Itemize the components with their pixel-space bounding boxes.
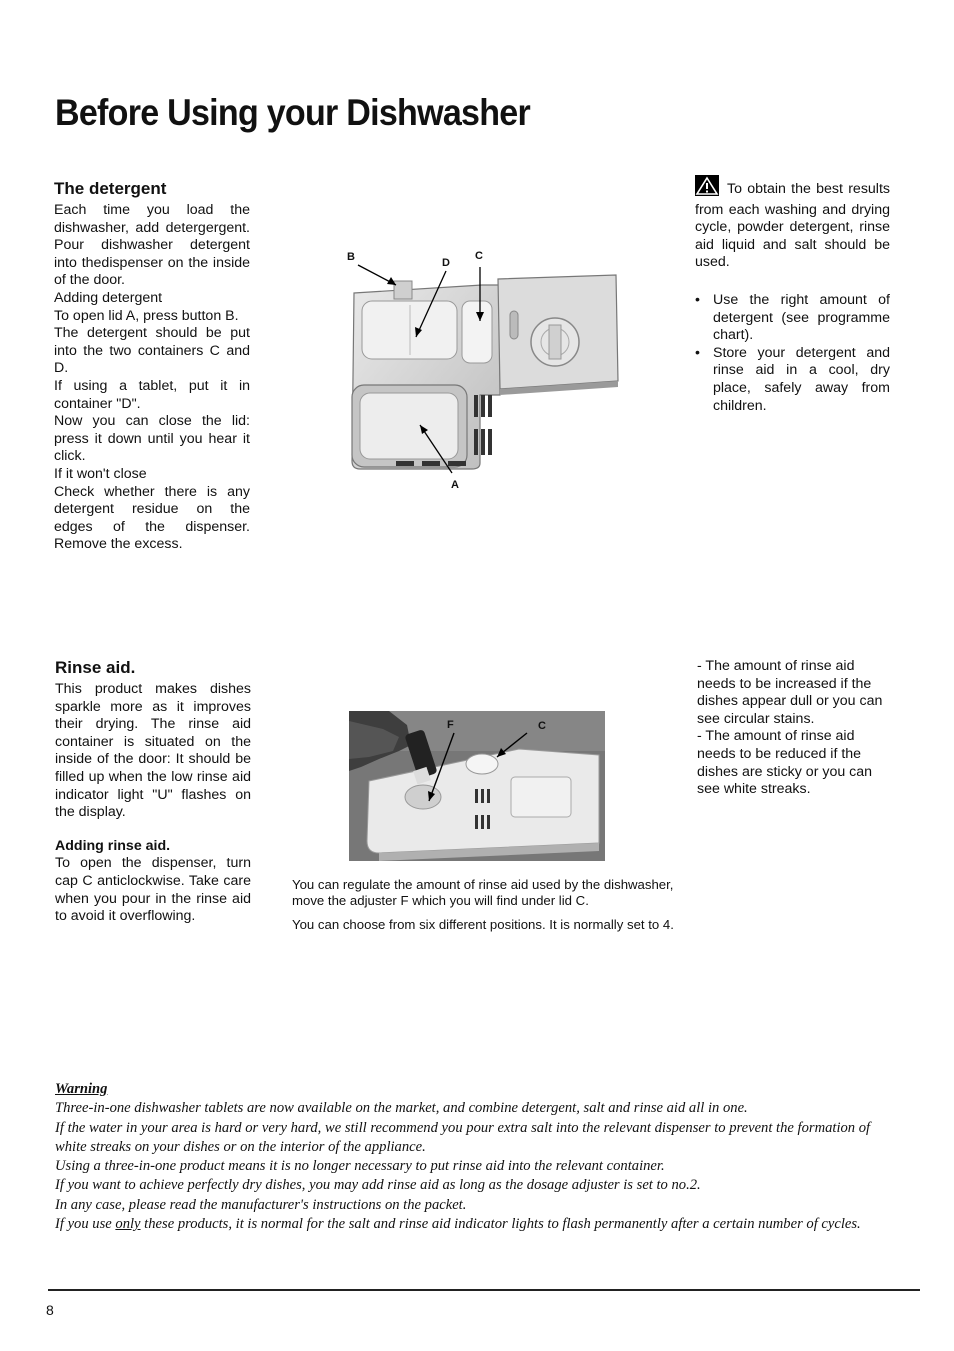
rinse-caption-2: You can choose from six different positions. It is normally set to 4.: [292, 916, 674, 932]
adding-rinse-text: To open the dispenser, turn cap C anticlockwise. Take care when you pour in the rinse aid to avoid it overflowing.: [55, 855, 251, 925]
notice-section: [695, 175, 890, 415]
warning-section: [55, 1080, 897, 1234]
adding-rinse-heading: Adding rinse aid.: [55, 837, 171, 854]
figure-label-d: D: [442, 257, 450, 269]
detergent-section: [54, 179, 250, 554]
notice-text: To obtain the best results from each washing and drying cycle, powder detergent, rinse aid liquid and salt should be used.: [695, 181, 890, 271]
detergent-line: Now you can close the lid: press it down until you hear it click.: [54, 413, 250, 465]
detergent-dispenser-figure: [340, 245, 625, 495]
detergent-line: Each time you load the dishwasher, add detergergent. Pour dishwasher detergent into thedispenser on the inside of the door.: [54, 202, 250, 289]
figure-label-b: B: [347, 251, 355, 263]
warning-last-post: these products, it is normal for the salt and rinse aid indicator lights to flash permanently after a certain number of cycles.: [140, 1216, 861, 1233]
detergent-line: If it won't close: [54, 465, 147, 482]
detergent-heading: The detergent: [54, 179, 167, 198]
notice-bullet: • Use the right amount of detergent (see programme chart).: [695, 292, 890, 345]
rinse-note: - The amount of rinse aid needs to be increased if the dishes appear dull or you can see circular stains.: [697, 658, 883, 727]
detergent-line: Adding detergent: [54, 289, 163, 306]
detergent-line: The detergent should be put into the two containers C and D.: [54, 325, 250, 377]
warning-triangle-icon: [695, 175, 719, 202]
warning-last-underlined: only: [115, 1216, 141, 1233]
warning-line: If you want to achieve perfectly dry dishes, you may add rinse aid as long as the dosage adjuster is set to no.2.: [55, 1177, 701, 1194]
notice-bullets: [695, 292, 890, 415]
rinse-note: - The amount of rinse aid needs to be reduced if the dishes are sticky or you can see white streaks.: [697, 728, 873, 798]
warning-last-pre: If you use: [55, 1216, 116, 1233]
warning-line: If the water in your area is hard or very hard, we still recommend you pour extra salt into the relevant dispenser to prevent the formation of white streaks on your dishes or on the interior of the appliance.: [55, 1119, 871, 1155]
warning-line: Using a three-in-one product means it is no longer necessary to put rinse aid into the relevant container.: [55, 1158, 665, 1175]
page-title: Before Using your Dishwasher: [55, 92, 530, 133]
figure-label-c: C: [538, 720, 546, 732]
rinse-caption-block: [292, 877, 682, 933]
detergent-text: [54, 202, 250, 554]
page-number: 8: [46, 1302, 54, 1318]
detergent-line: To open lid A, press button B.: [54, 307, 239, 324]
notice-text-block: [695, 175, 890, 272]
rinse-section: [55, 658, 251, 926]
dispenser-illustration: [340, 245, 625, 495]
warning-line-last: [55, 1215, 897, 1234]
figure-label-a: A: [451, 479, 459, 491]
footer-rule: [48, 1289, 920, 1291]
rinse-dispenser-photo: [349, 711, 605, 861]
detergent-line: Check whether there is any detergent residue on the edges of the dispenser. Remove the excess.: [54, 483, 250, 553]
warning-title: Warning: [55, 1081, 108, 1097]
figure-label-c: C: [475, 250, 483, 262]
warning-line: In any case, please read the manufacturer's instructions on the packet.: [55, 1196, 467, 1213]
detergent-line: If using a tablet, put it in container "D".: [54, 377, 250, 412]
rinse-photo-illustration: [349, 711, 605, 861]
warning-line: Three-in-one dishwasher tablets are now available on the market, and combine detergent, salt and rinse aid all in one.: [55, 1100, 748, 1117]
rinse-text: This product makes dishes sparkle more as it improves their drying. The rinse aid container is situated on the inside of the door: It should be filled up when the low rinse aid indicator light "U" flashes on the display.: [55, 681, 251, 821]
rinse-notes: [697, 658, 897, 799]
rinse-caption-1: You can regulate the amount of rinse aid used by the dishwasher, move the adjuster F which you will find under lid C.: [292, 877, 674, 909]
notice-bullet: • Store your detergent and rinse aid in a cool, dry place, safely away from children.: [695, 345, 890, 415]
figure-label-f: F: [447, 719, 454, 731]
rinse-heading: Rinse aid.: [55, 658, 136, 677]
